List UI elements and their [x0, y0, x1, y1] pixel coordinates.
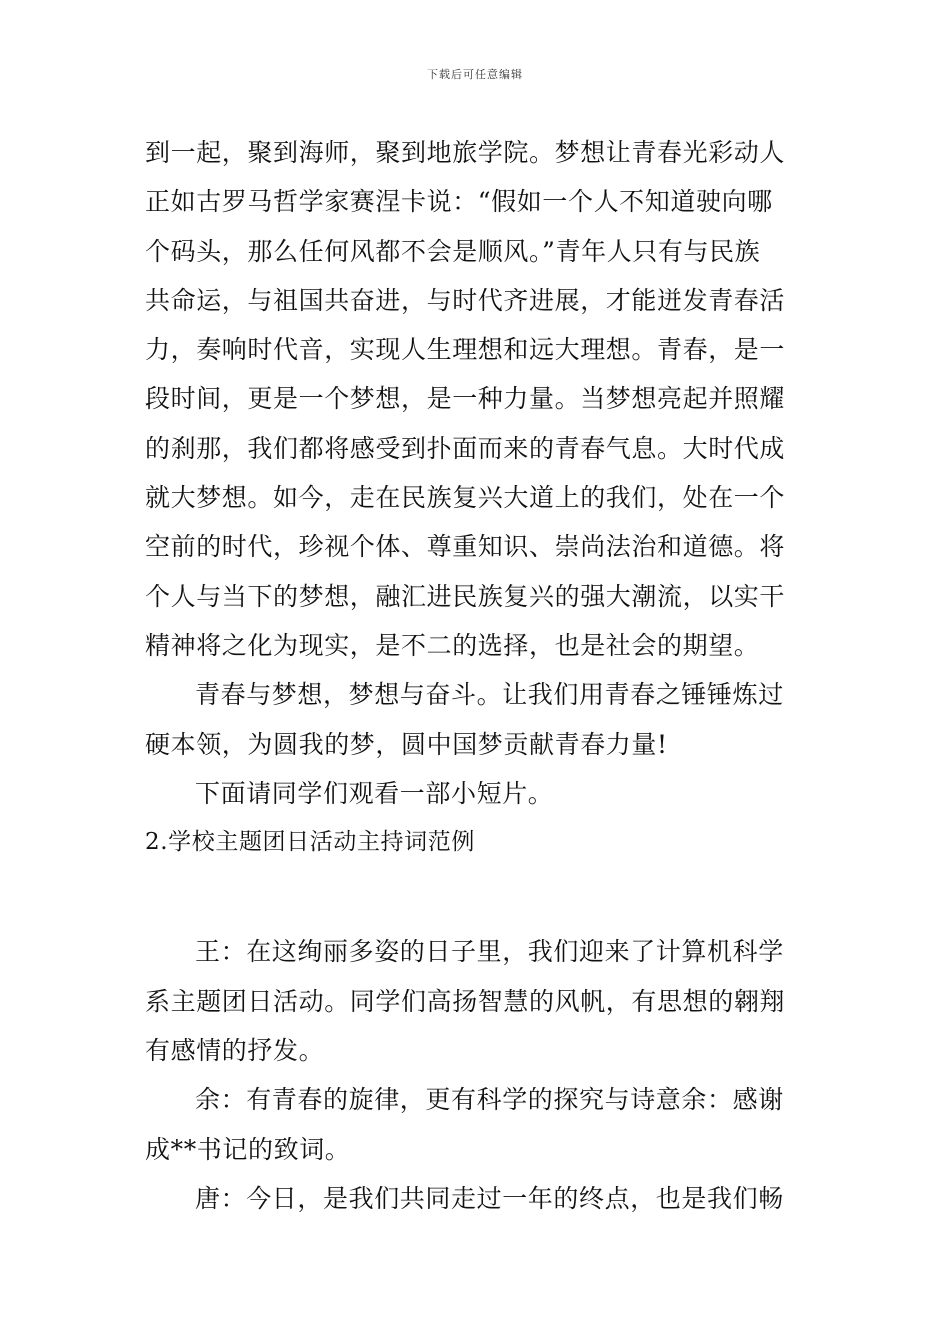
text-line: 力，奏响时代音，实现人生理想和远大理想。青春，是一: [145, 335, 786, 365]
text-line: 共命运，与祖国共奋进，与时代齐进展，才能迸发青春活: [145, 285, 786, 315]
text-line: 就大梦想。如今，走在民族复兴大道上的我们，处在一个: [145, 483, 786, 513]
text-line: 的刹那，我们都将感受到扑面而来的青春气息。大时代成: [145, 433, 786, 463]
blank-line: [145, 867, 810, 927]
text-line: 个人与当下的梦想，融汇进民族复兴的强大潮流，以实干: [145, 581, 786, 611]
text-line: 王：在这绚丽多姿的日子里，我们迎来了计算机科学: [195, 937, 784, 967]
text-line: 系主题团日活动。同学们高扬智慧的风帆，有思想的翱翔: [145, 986, 786, 1016]
text-line: 段时间，更是一个梦想，是一种力量。当梦想亮起并照耀: [145, 384, 786, 414]
text-line: 精神将之化为现实，是不二的选择，也是社会的期望。: [145, 630, 760, 660]
text-line: 余：有青春的旋律，更有科学的探究与诗意余：感谢: [195, 1085, 784, 1115]
text-line: 下面请同学们观看一部小短片。: [195, 778, 554, 808]
text-line: 个码头，那么任何风都不会是顺风。”青年人只有与民族: [145, 236, 761, 266]
page-header: 下载后可任意编辑: [427, 68, 523, 81]
paragraph-5: [145, 1075, 810, 1174]
paragraph-1: [145, 128, 810, 670]
document-body: [145, 128, 810, 1223]
text-line: 正如古罗马哲学家赛涅卡说：“假如一个人不知道驶向哪: [145, 187, 773, 217]
paragraph-6: [145, 1174, 810, 1223]
text-line: 有感情的抒发。: [145, 1036, 325, 1066]
paragraph-2: [145, 670, 810, 769]
text-line: 成**书记的致词。: [145, 1134, 351, 1164]
paragraph-3: [145, 769, 810, 818]
section-heading: 2.学校主题团日活动主持词范例: [145, 829, 475, 856]
text-line: 到一起，聚到海师，聚到地旅学院。梦想让青春光彩动人: [145, 138, 786, 167]
paragraph-4: [145, 927, 810, 1075]
text-line: 唐：今日，是我们共同走过一年的终点，也是我们畅: [195, 1183, 784, 1213]
text-line: 硬本领，为圆我的梦，圆中国梦贡献青春力量!: [145, 729, 668, 759]
text-line: 空前的时代，珍视个体、尊重知识、崇尚法治和道德。将: [145, 532, 786, 562]
text-line: 青春与梦想，梦想与奋斗。让我们用青春之锤锤炼过: [195, 680, 784, 710]
